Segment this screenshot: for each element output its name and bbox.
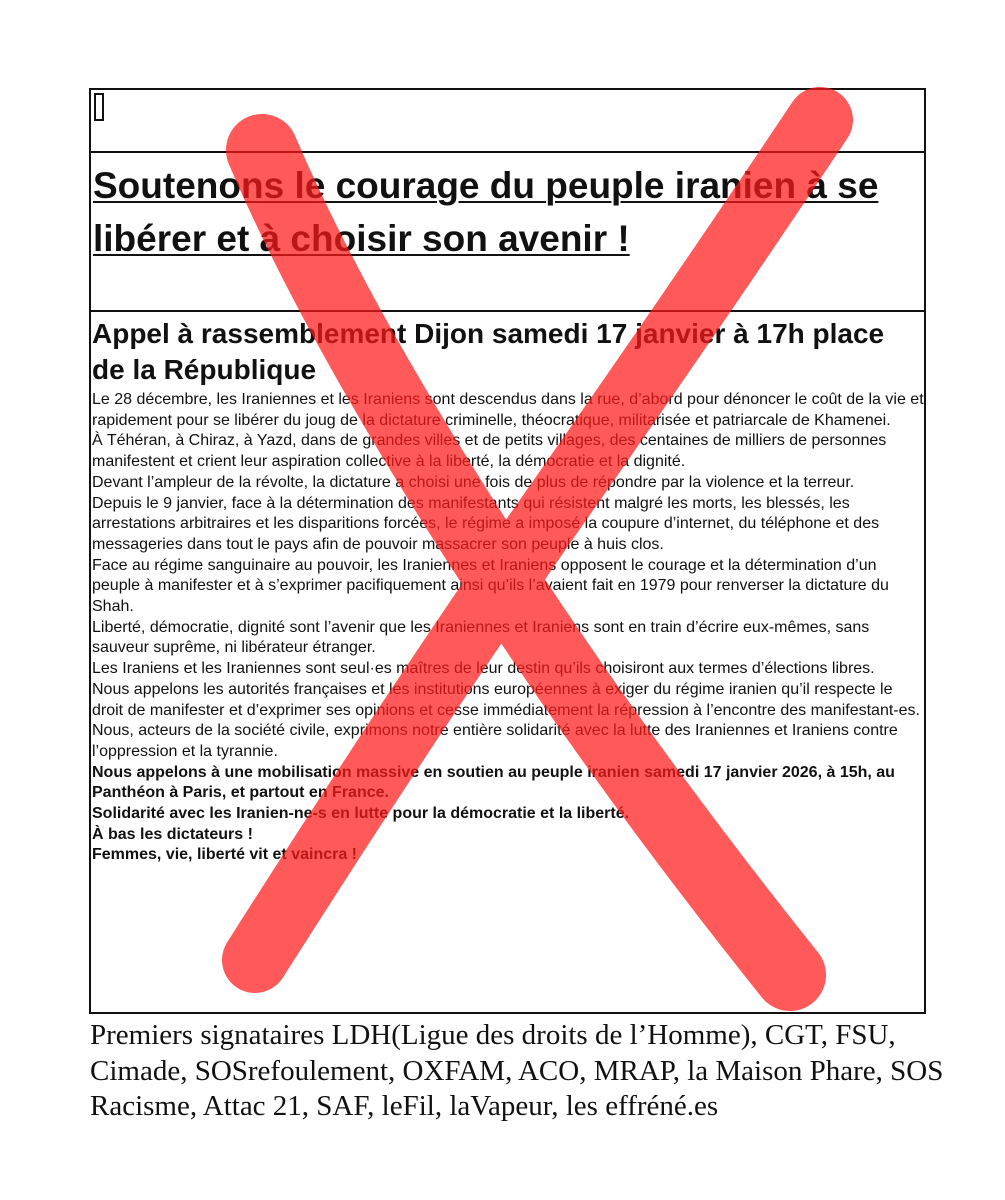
signatories-text: Premiers signataires LDH(Ligue des droits de l’Homme), CGT, FSU, Cimade, SOSrefoulement, OXFAM, ACO, MRAP, la Maison Phare, SOS Racisme, Attac 21, SAF, leFil, laVapeur, les effréné.es [90, 1019, 944, 1122]
bold-paragraph-3: À bas les dictateurs ! [92, 825, 253, 843]
paragraph-5: Face au régime sanguinaire au pouvoir, les Iraniennes et Iraniens opposent le courage et la détermination d’un peuple à manifester et à s’exprimer pacifiquement ainsi qu’ils l’avaient fait en 1979 pour renverser la dictature du Shah. [92, 556, 889, 616]
paragraph-6: Liberté, démocratie, dignité sont l’avenir que les Iraniennes et Iraniens sont en train d’écrire eux-mêmes, sans sauveur suprême, ni libérateur étranger. [92, 618, 870, 657]
paragraph-3: Devant l’ampleur de la révolte, la dictature a choisi une fois de plus de répondre par la violence et la terreur. [92, 473, 855, 491]
bold-paragraph-4: Femmes, vie, liberté vit et vaincra ! [92, 846, 358, 864]
empty-header-row [91, 90, 924, 153]
title-row [91, 153, 924, 312]
paragraph-7: Les Iraniens et les Iraniennes sont seul·es maîtres de leur destin qu’ils choisiront aux termes d’élections libres. [92, 660, 875, 678]
paragraph-9: Nous, acteurs de la société civile, exprimons notre entière solidarité avec la lutte des Iraniennes et Iraniens contre l’oppression et la tyrannie. [92, 722, 898, 760]
paragraph-8: Nous appelons les autorités françaises et les institutions européennes à exiger du régime iranien qu’il respecte le droit de manifester et d’exprimer ses opinions et cesse immédiatement la répression à l’encontre des manifestant-es. [92, 680, 920, 719]
event-subtitle: Appel à rassemblement Dijon samedi 17 janvier à 17h place de la République [92, 318, 885, 385]
bold-paragraph-2: Solidarité avec les Iranien-ne-s en lutte pour la démocratie et la liberté. [92, 805, 630, 823]
page-title: Soutenons le courage du peuple iranien à se libérer et à choisir son avenir ! [93, 165, 879, 259]
bold-paragraph-1: Nous appelons à une mobilisation massive en soutien au peuple iranien samedi 17 janvier 2026, à 15h, au Panthéon à Paris, et partout en France. [92, 763, 895, 802]
document-frame [89, 88, 926, 1014]
paragraph-4: Depuis le 9 janvier, face à la détermination des manifestants qui résistent malgré les morts, les blessés, les arrestations arbitraires et les disparitions forcées, le régime a imposé la coupure d’internet, du téléphone et des messageries dans tout le pays afin de pouvoir massacrer son peuple à huis clos. [92, 494, 880, 553]
body-row [91, 312, 924, 866]
paragraph-1: Le 28 décembre, les Iraniennes et les Iraniens sont descendus dans la rue, d’abord pour dénoncer le coût de la vie et rapidement pour se libérer du joug de la dictature criminelle, théocratique, militarisée et patriarcale de Khamenei. [92, 391, 924, 429]
paragraph-2: À Téhéran, à Chiraz, à Yazd, dans de grandes villes et de petits villages, des centaines de milliers de personnes manifestent et crient leur aspiration collective à la liberté, la démocratie et la dignité. [92, 432, 887, 471]
missing-glyph-icon [94, 93, 104, 121]
